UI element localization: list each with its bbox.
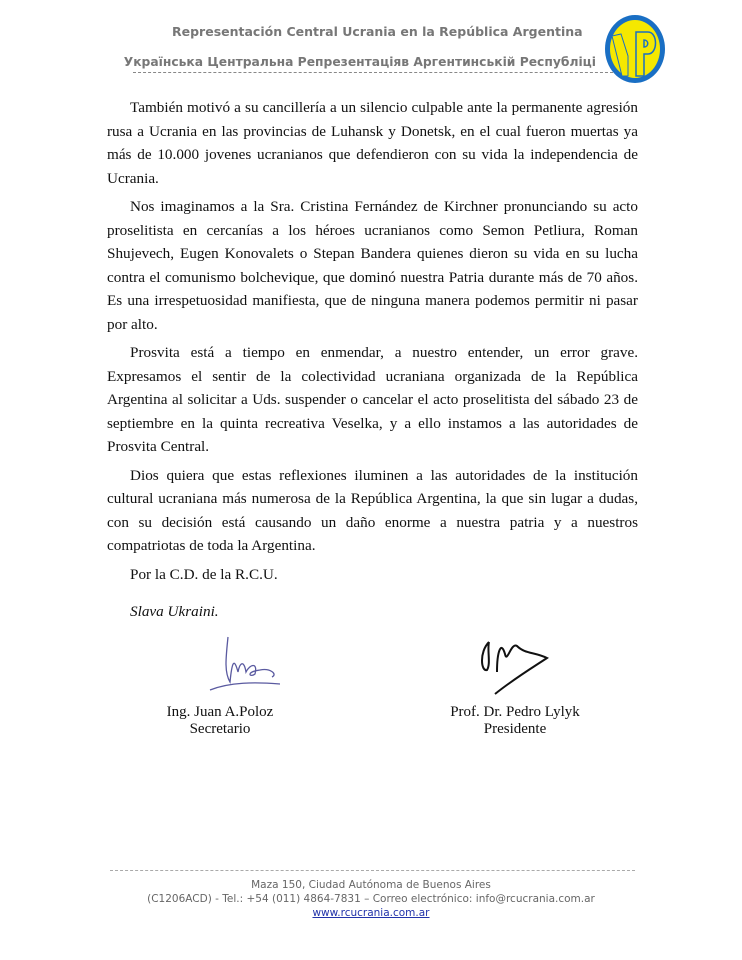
header-divider — [133, 72, 613, 73]
signatory-name: Ing. Juan A.Poloz — [166, 703, 274, 720]
paragraph: Dios quiera que estas reflexiones iluminen a las autoridades de la institución cultural ucraniana más numerosa de la República Argentina, la que sin lugar a dudas, con su decisión está causando un daño enorme a nuestra patria y a nuestros compatriotas de toda la Argentina. — [107, 466, 638, 554]
footer-divider — [110, 870, 635, 871]
header-title-ukrainian: Українська Центральна Репрезентаціяв Аргентинській Республіці — [123, 55, 596, 69]
signatory-name: Prof. Dr. Pedro Lylyk — [450, 703, 580, 720]
signatory-secretario — [150, 704, 290, 738]
paragraph: Prosvita está a tiempo en enmendar, a nuestro entender, un error grave. Expresamos el sentir de la colectividad ucraniana organizada de la República Argentina al solicitar a Uds. suspender o cancelar el acto proselitista del sábado 23 de septiembre en la quinta recreativa Veselka, y a ello instamos a las autoridades de Prosvita Central. — [107, 344, 638, 455]
signature-lylyk — [475, 632, 555, 697]
footer-website-link[interactable]: www.rcucrania.com.ar — [312, 907, 430, 919]
footer-contact: (C1206ACD) - Tel.: +54 (011) 4864-7831 – Correo electrónico: info@rcucrania.com.ar — [147, 893, 595, 905]
signatures-block — [0, 632, 742, 752]
signatory-presidente — [445, 704, 585, 738]
signatory-role: Secretario — [189, 720, 251, 737]
signatory-role: Presidente — [483, 720, 547, 737]
signature-poloz — [200, 632, 285, 697]
closing-line: Por la C.D. de la R.C.U. — [130, 565, 278, 583]
slava-ukraini: Slava Ukraini. — [130, 603, 219, 620]
header-title-spanish: Representación Central Ucrania en la República Argentina — [172, 24, 583, 39]
paragraph: Nos imaginamos a la Sra. Cristina Fernández de Kirchner pronunciando su acto proselitista en cercanías a los héroes ucranianos como Semon Petliura, Roman Shujevech, Eugen Konovalets o Stepan Bandera quienes dieron su vida en su lucha contra el comunismo bolchevique, que dominó nuestra Patria durante más de 70 años. Es una irrespetuosidad manifiesta, que de ninguna manera podemos permitir ni pasar por alto. — [107, 198, 638, 333]
paragraph: También motivó a su cancillería a un silencio culpable ante la permanente agresión rusa a Ucrania en las provincias de Luhansk y Donetsk, en el cual fueron muertas ya más de 10.000 jovenes ucranianos que defendieron con su vida la independencia de Ucrania. — [107, 99, 638, 187]
organization-logo — [604, 14, 666, 84]
letter-body — [107, 96, 638, 752]
footer-address: Maza 150, Ciudad Autónoma de Buenos Aires — [251, 879, 491, 891]
